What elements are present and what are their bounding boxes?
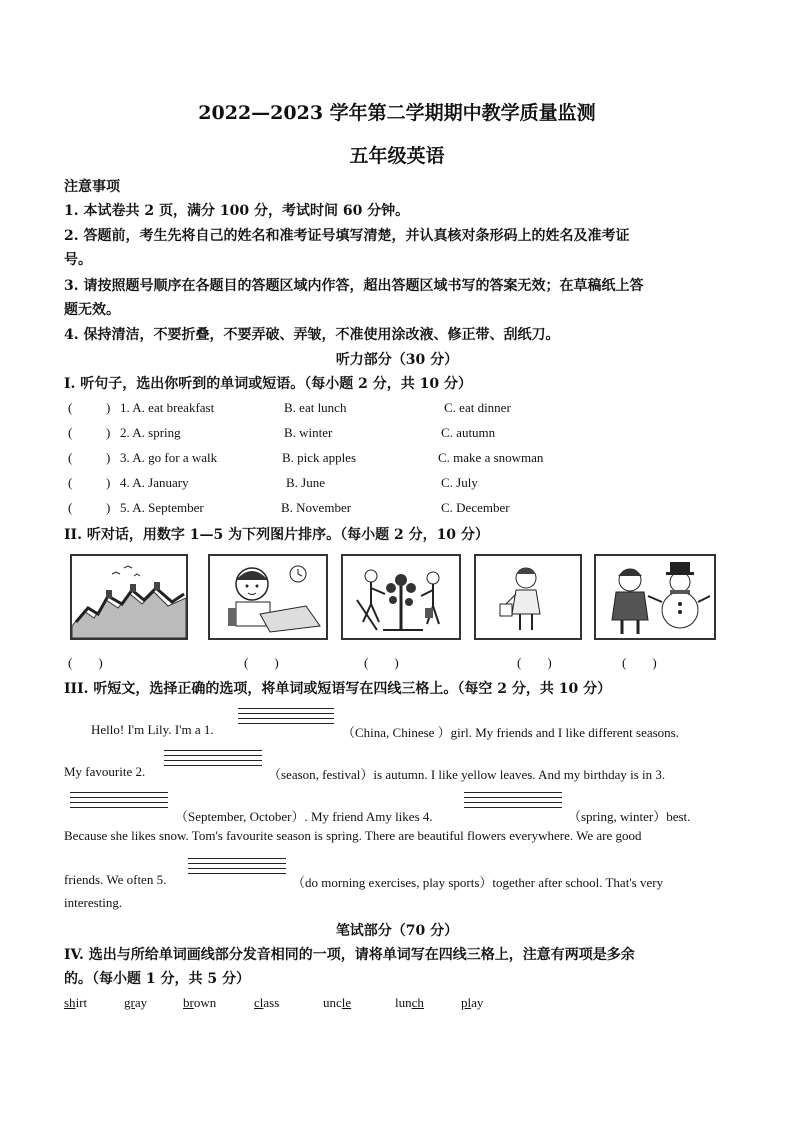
answer-paren-close[interactable]: ) xyxy=(106,500,111,515)
option-c: C. make a snowman xyxy=(438,450,544,465)
option-c: C. autumn xyxy=(441,425,496,440)
passage-text: My favourite 2. xyxy=(64,764,146,779)
passage-text: Hello! I'm Lily. I'm a 1. xyxy=(91,722,214,737)
answer-paren-close[interactable]: ) xyxy=(106,400,111,415)
passage-text: （season, festival）is autumn. I like yellow leaves. And my birthday is in 3. xyxy=(268,767,666,782)
q3-title: III. 听短文，选择正确的选项，将单词或短语写在四线三格上。（每空 2 分，共 10 分） xyxy=(64,681,612,697)
passage-text: Because she likes snow. Tom's favourite season is spring. There are beautiful flowers everywhere. We are good xyxy=(64,828,642,843)
four-line-blank-5[interactable] xyxy=(188,854,286,874)
phonics-word: brown xyxy=(183,995,217,1010)
q4-title-b: 的。（每小题 1 分，共 5 分） xyxy=(64,971,250,987)
picture-order-blank[interactable]: ( ) xyxy=(622,655,657,670)
option-a: 2. A. spring xyxy=(120,425,181,440)
note-3a: 3. 请按照题号顺序在各题目的答题区域内作答，超出答题区域书写的答案无效；在草稿纸上答 xyxy=(64,278,644,294)
note-2a: 2. 答题前，考生先将自己的姓名和准考证号填写清楚，并认真核对条形码上的姓名及准考证 xyxy=(64,228,630,244)
option-b: B. winter xyxy=(284,425,333,440)
phonics-word: uncle xyxy=(323,995,352,1010)
q1-title: I. 听句子，选出你听到的单词或短语。（每小题 2 分，共 10 分） xyxy=(64,376,473,392)
picture-order-blank[interactable]: ( ) xyxy=(364,655,399,670)
phonics-word: shirt xyxy=(64,995,88,1010)
answer-paren-close[interactable]: ) xyxy=(106,475,111,490)
passage-text: （do morning exercises, play sports）together after school. That's very xyxy=(292,875,664,890)
answer-paren-open: ( xyxy=(68,450,73,465)
option-c: C. eat dinner xyxy=(444,400,511,415)
option-b: B. November xyxy=(281,500,352,515)
option-c: C. December xyxy=(441,500,510,515)
option-b: B. June xyxy=(286,475,325,490)
answer-paren-open: ( xyxy=(68,475,73,490)
note-4: 4. 保持清洁，不要折叠，不要弄破、弄皱，不准使用涂改液、修正带、刮纸刀。 xyxy=(64,327,560,343)
phonics-word: class xyxy=(254,995,280,1010)
exam-title: 2022—2023 学年第二学期期中教学质量监测 xyxy=(198,102,596,124)
option-a: 1. A. eat breakfast xyxy=(120,400,215,415)
picture-order-blank[interactable]: ( ) xyxy=(517,655,552,670)
phonics-word: play xyxy=(461,995,484,1010)
listening-heading: 听力部分（30 分） xyxy=(335,352,459,368)
passage-text: （China, Chinese ）girl. My friends and I like different seasons. xyxy=(342,725,679,740)
option-a: 5. A. September xyxy=(120,500,204,515)
passage-text: friends. We often 5. xyxy=(64,872,167,887)
passage-text: （September, October）. My friend Amy likes 4. xyxy=(175,809,433,824)
snowman-picture xyxy=(594,554,716,640)
phonics-word: lunch xyxy=(395,995,424,1010)
option-b: B. eat lunch xyxy=(284,400,347,415)
answer-paren-close[interactable]: ) xyxy=(106,450,111,465)
four-line-blank-2[interactable] xyxy=(164,746,262,766)
q4-title-a: IV. 选出与所给单词画线部分发音相同的一项，请将单词写在四线三格上，注意有两项是多余 xyxy=(64,947,635,963)
option-a: 3. A. go for a walk xyxy=(120,450,218,465)
option-a: 4. A. January xyxy=(120,475,189,490)
four-line-blank-3[interactable] xyxy=(70,788,168,808)
writing-heading: 笔试部分（70 分） xyxy=(335,923,459,939)
note-3b: 题无效。 xyxy=(64,302,120,318)
answer-paren-open: ( xyxy=(68,500,73,515)
note-1: 1. 本试卷共 2 页，满分 100 分，考试时间 60 分钟。 xyxy=(64,203,410,219)
great-wall-picture xyxy=(70,554,188,640)
picture-order-blank[interactable]: ( ) xyxy=(68,655,103,670)
answer-paren-open: ( xyxy=(68,400,73,415)
passage-text: （spring, winter）best. xyxy=(568,809,691,824)
option-c: C. July xyxy=(441,475,478,490)
q2-title: II. 听对话，用数字 1—5 为下列图片排序。（每小题 2 分，10 分） xyxy=(64,527,489,543)
four-line-blank-1[interactable] xyxy=(238,704,334,724)
answer-paren-close[interactable]: ) xyxy=(106,425,111,440)
note-2b: 号。 xyxy=(64,252,92,268)
answer-paren-open: ( xyxy=(68,425,73,440)
passage-text: interesting. xyxy=(64,895,123,910)
planting-tree-picture xyxy=(341,554,461,640)
option-b: B. pick apples xyxy=(282,450,357,465)
girl-waking-picture xyxy=(208,554,328,640)
exam-subtitle: 五年级英语 xyxy=(349,145,445,167)
phonics-word: gray xyxy=(124,995,148,1010)
notes-heading: 注意事项 xyxy=(64,179,120,195)
picture-order-blank[interactable]: ( ) xyxy=(244,655,279,670)
four-line-blank-4[interactable] xyxy=(464,788,562,808)
girl-bucket-picture xyxy=(474,554,582,640)
